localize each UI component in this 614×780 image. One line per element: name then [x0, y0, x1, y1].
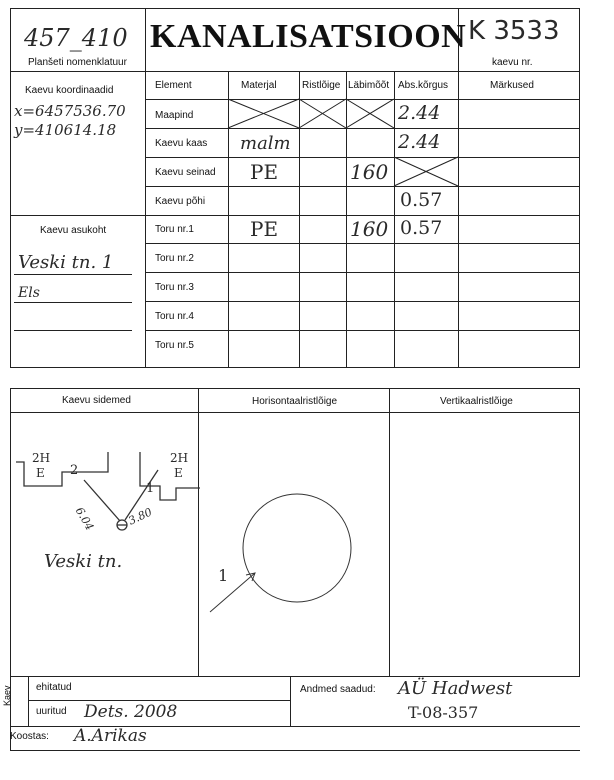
well-number-value: K 3533: [468, 16, 560, 46]
col-header-markused: Märkused: [490, 80, 534, 91]
row-element: Kaevu põhi: [155, 196, 206, 207]
surveyed-label: uuritud: [36, 706, 67, 717]
row-element: Toru nr.1: [155, 224, 194, 235]
sketch-pipe-label: 1: [218, 566, 229, 585]
col-header-ristloige: Ristlõige: [302, 80, 341, 91]
sketch-label-e-right: E: [174, 466, 183, 480]
cell-materjal: malm: [240, 133, 291, 154]
row-element: Toru nr.5: [155, 340, 194, 351]
coords-label: Kaevu koordinaadid: [25, 85, 114, 96]
coord-y: y=410614.18: [14, 121, 117, 139]
sketch-label-1: 1: [146, 481, 155, 496]
col-header-element: Element: [155, 80, 192, 91]
sketch-dim-right: 3.80: [126, 505, 155, 528]
built-label: ehitatud: [36, 682, 72, 693]
cell-abs: 0.57: [400, 189, 443, 211]
sketch-street-label: Veski tn.: [44, 551, 123, 572]
cell-materjal: PE: [250, 217, 279, 241]
sketch-col-vertical: Vertikaalristlõige: [440, 396, 513, 407]
location-line1: Veski tn. 1: [18, 252, 114, 273]
row-element: Toru nr.3: [155, 282, 194, 293]
data-from-line2: T-08-357: [408, 703, 479, 722]
coord-x: x=6457536.70: [14, 102, 126, 120]
cell-labimoot: 160: [350, 160, 389, 184]
sketch-col-links: Kaevu sidemed: [62, 395, 131, 406]
col-header-materjal: Materjal: [241, 80, 277, 91]
row-element: Toru nr.2: [155, 253, 194, 264]
well-number-label: kaevu nr.: [492, 57, 533, 68]
row-element: Toru nr.4: [155, 311, 194, 322]
cell-materjal: PE: [250, 160, 279, 184]
col-header-abs: Abs.kõrgus: [398, 80, 449, 91]
kaev-label: Kaev: [2, 685, 12, 706]
row-element: Kaevu kaas: [155, 138, 208, 149]
location-label: Kaevu asukoht: [40, 225, 107, 236]
row-element: Kaevu seinad: [155, 167, 216, 178]
row-element: Maapind: [155, 110, 194, 121]
sketch-label-e-left: E: [36, 466, 45, 480]
sketch-dim-left: 6.04: [72, 505, 97, 533]
sketch-label-2: 2: [70, 463, 79, 478]
cell-abs: 2.44: [398, 131, 441, 153]
data-from-label: Andmed saadud:: [300, 684, 376, 695]
nomenclature-value: 457_410: [24, 24, 128, 52]
col-header-labimoot: Läbimõõt: [348, 80, 390, 91]
nomenclature-label: Planšeti nomenklatuur: [28, 57, 127, 68]
location-line2: Els: [18, 285, 40, 301]
page-title: KANALISATSIOON: [150, 18, 467, 55]
data-from-line1: AÜ Hadwest: [398, 678, 513, 699]
cell-abs: 0.57: [400, 217, 443, 239]
sketch-col-horizontal: Horisontaalristlõige: [252, 396, 338, 407]
author-value: A.Arikas: [74, 726, 147, 746]
cell-labimoot: 160: [350, 217, 389, 241]
cell-abs: 2.44: [398, 102, 441, 124]
surveyed-value: Dets. 2008: [84, 702, 178, 722]
author-label: Koostas:: [10, 731, 49, 742]
sketch-label-2h-left: 2H: [32, 451, 51, 465]
sketch-label-2h-right: 2H: [170, 451, 189, 465]
